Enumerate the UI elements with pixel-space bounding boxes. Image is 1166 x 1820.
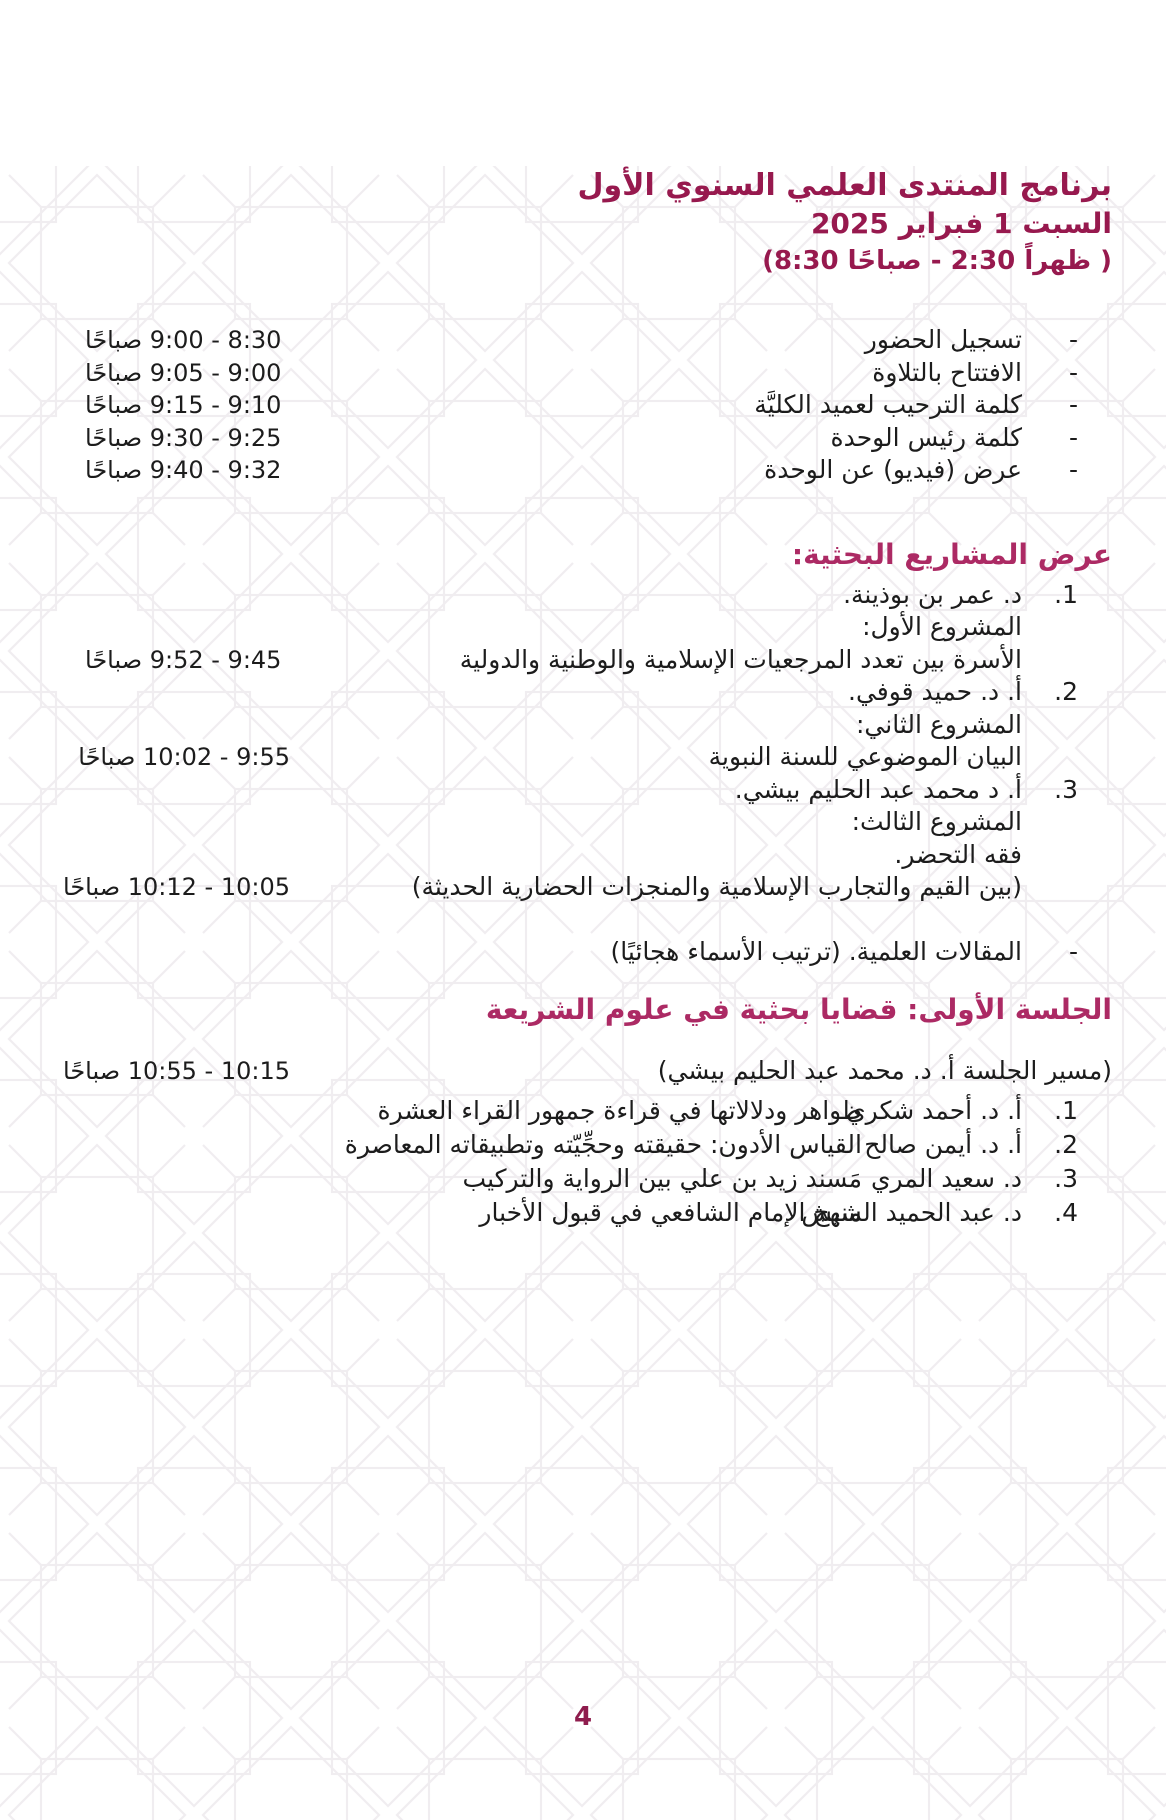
item-number: 3.	[1054, 774, 1078, 804]
list-item	[85, 324, 1112, 357]
session-time: 10:15 - 10:55 صباحًا	[63, 1057, 290, 1085]
opening-agenda-list	[85, 324, 1112, 487]
project-title: (بين القيم والتجارب الإسلامية والمنجزات الحضارية الحديثة)	[411, 872, 1022, 901]
project-title: البيان الموضوعي للسنة النبوية	[708, 742, 1022, 771]
section-header-first-session: الجلسة الأولى: قضايا بحثية في علوم الشريعة	[485, 993, 1112, 1026]
dash-bullet: -	[1068, 390, 1078, 419]
dash-bullet: -	[1068, 357, 1078, 387]
project-extra: فقه التحضر.	[894, 839, 1022, 869]
list-item	[85, 454, 1112, 487]
presenter-name: أ. د محمد عبد الحليم بيشي.	[734, 774, 1022, 804]
agenda-time: 9:32 - 9:40 صباحًا	[85, 456, 282, 484]
project-extra-row	[85, 839, 1112, 872]
speaker-row	[85, 1196, 1112, 1230]
item-number: 4.	[1054, 1198, 1078, 1227]
event-date: السبت 1 فبراير 2025	[810, 207, 1112, 240]
project-title-row	[85, 644, 1112, 677]
speaker-name: د. عبد الحميد الشيش	[801, 1198, 1022, 1227]
session-speakers-list	[85, 1094, 1112, 1230]
agenda-time: 8:30 - 9:00 صباحًا	[85, 326, 282, 354]
project-subtitle: المشروع الأول:	[862, 612, 1022, 641]
articles-note: المقالات العلمية. (ترتيب الأسماء هجائيًا)	[610, 936, 1022, 966]
page-title: برنامج المنتدى العلمي السنوي الأول	[577, 168, 1112, 203]
project-title: الأسرة بين تعدد المرجعيات الإسلامية والوطنية والدولية	[459, 644, 1022, 674]
paper-title: ظواهر ودلالاتها في قراءة جمهور القراء العشرة	[377, 1096, 862, 1125]
moderator-name: (مسير الجلسة أ. د. محمد عبد الحليم بيشي)	[657, 1056, 1112, 1085]
paper-title: مَسند زيد بن علي بين الرواية والتركيب	[462, 1164, 862, 1193]
speaker-row	[85, 1162, 1112, 1196]
dash-bullet: -	[1068, 455, 1078, 484]
dash-bullet: -	[1068, 325, 1078, 354]
project-subtitle-row	[85, 611, 1112, 644]
agenda-label: تسجيل الحضور	[864, 325, 1022, 354]
speaker-row	[85, 1128, 1112, 1162]
speaker-row	[85, 1094, 1112, 1128]
paper-title: منهج الإمام الشافعي في قبول الأخبار	[479, 1198, 862, 1227]
project-subtitle-row	[85, 806, 1112, 839]
item-number: 2.	[1054, 1130, 1078, 1159]
agenda-label: عرض (فيديو) عن الوحدة	[764, 455, 1022, 484]
speaker-name: أ. د. أيمن صالح	[864, 1130, 1022, 1159]
paper-title: القياس الأدون: حقيقته وحجِّيّته وتطبيقاته المعاصرة	[344, 1130, 862, 1159]
project-subtitle: المشروع الثاني:	[856, 709, 1022, 739]
presenter-name: د. عمر بن بوذينة.	[843, 579, 1022, 609]
item-number: 1.	[1054, 1096, 1078, 1125]
agenda-time: 9:10 - 9:15 صباحًا	[85, 391, 282, 419]
dash-bullet: -	[1068, 422, 1078, 452]
project-subtitle-row	[85, 709, 1112, 742]
document-page	[0, 166, 1166, 1820]
item-number: 3.	[1054, 1164, 1078, 1193]
item-number: 2.	[1054, 677, 1078, 706]
speaker-name: د. سعيد المري	[870, 1164, 1022, 1193]
project-item	[85, 579, 1112, 612]
project-time: 9:55 - 10:02 صباحًا	[78, 743, 290, 771]
project-subtitle: المشروع الثالث:	[851, 807, 1022, 836]
articles-note-row	[85, 936, 1112, 969]
section-header-research-projects: عرض المشاريع البحثية:	[791, 537, 1112, 571]
project-time: 10:05 - 10:12 صباحًا	[63, 873, 290, 901]
event-time-range: (8:30 صباحًا‎ - 2:30 ظهراً‎ )	[762, 246, 1112, 276]
agenda-time: 9:25 - 9:30 صباحًا	[85, 423, 282, 452]
project-item	[85, 774, 1112, 807]
page-number: 4	[573, 1702, 593, 1732]
agenda-label: كلمة رئيس الوحدة	[830, 422, 1022, 452]
title-block	[85, 166, 1112, 280]
moderator-row	[63, 1054, 1112, 1088]
research-projects-list	[63, 579, 1112, 904]
project-title-row	[78, 741, 1112, 774]
item-number: 1.	[1054, 579, 1078, 609]
list-item	[85, 422, 1112, 455]
presenter-name: أ. د. حميد قوفي.	[848, 677, 1022, 706]
project-item	[85, 676, 1112, 709]
agenda-time: 9:00 - 9:05 صباحًا	[85, 358, 282, 387]
list-item	[85, 389, 1112, 422]
speaker-name: أ. د. أحمد شكري	[846, 1096, 1022, 1125]
list-item	[85, 357, 1112, 390]
project-time: 9:45 - 9:52 صباحًا	[85, 645, 282, 674]
project-title-row	[63, 871, 1112, 904]
dash-bullet: -	[1068, 936, 1078, 966]
agenda-label: الافتتاح بالتلاوة	[872, 357, 1022, 387]
agenda-label: كلمة الترحيب لعميد الكليَّة	[754, 390, 1022, 419]
